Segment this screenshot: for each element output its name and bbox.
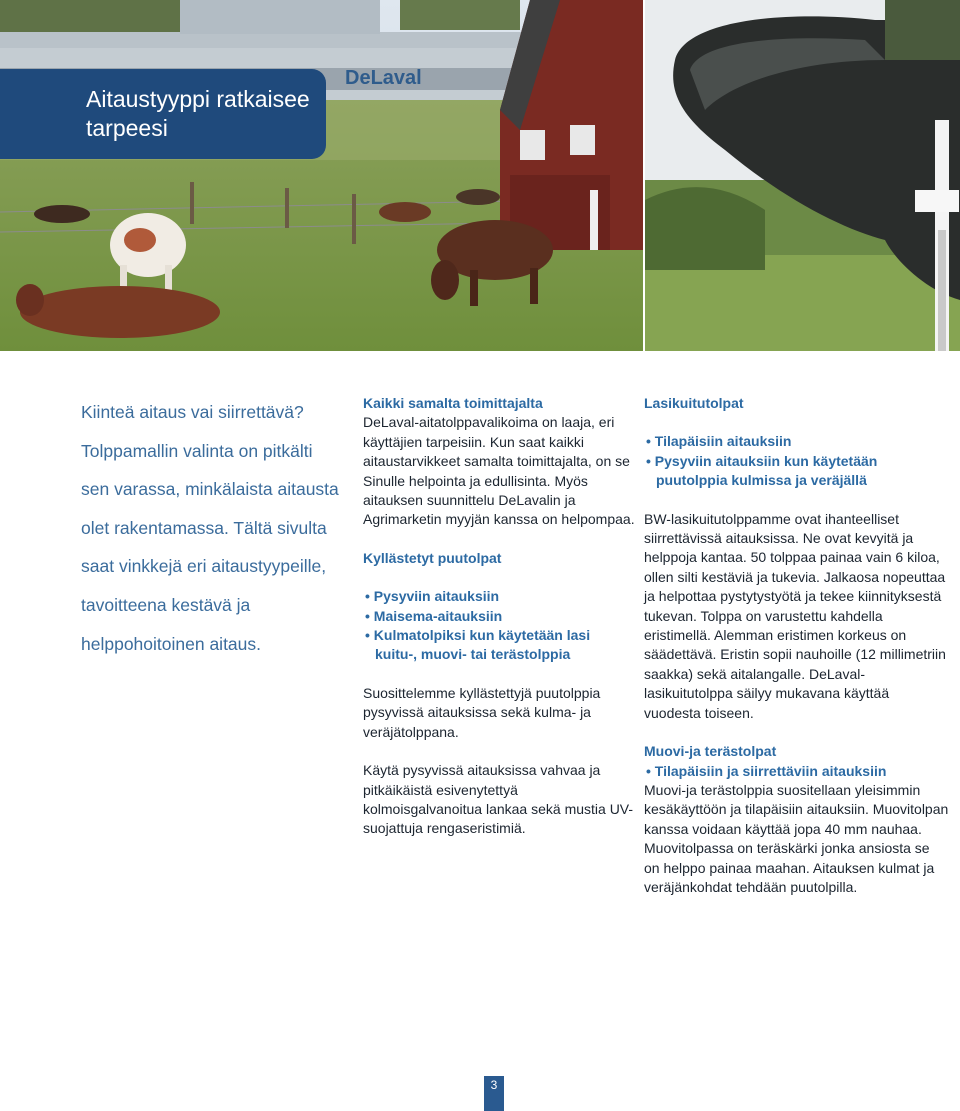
plastic-steel-text: Muovi-ja terästolppia suositellaan yleisimmin kesäkäyttöön ja tilapäisiin aitauksiin. Muovitolpan kanssa voidaan käyttää jopa 40 mm nauhaa. Muovitolpassa on teräskärki jonka ansiosta se on helppo painaa maahan. Aitauksen kulmat ja veräjänkohdat tehdään puutolpilla. — [644, 781, 949, 895]
list-item: • Pysyviin aitauksiin — [363, 587, 635, 606]
plastic-steel-list — [644, 762, 949, 781]
delaval-sign: DeLaval — [345, 67, 422, 89]
wood-posts-recommendation: Suosittelemme kyllästettyjä puutolppia pysyvissä aitauksissa sekä kulma- ja veräjätolppana. — [363, 684, 601, 740]
fiberglass-list — [644, 432, 949, 490]
page-number: 3 — [484, 1076, 504, 1111]
fence-post-boot-photo — [645, 0, 960, 351]
section-heading-plastic-steel: Muovi-ja terästolpat — [644, 743, 777, 760]
list-item: • Tilapäisiin aitauksiin — [644, 432, 949, 451]
section-heading-fiberglass: Lasikuitutolpat — [644, 395, 744, 411]
page-title: Aitaustyyppi ratkaisee tarpeesi — [86, 86, 310, 141]
middle-column — [363, 394, 635, 839]
right-column — [644, 394, 949, 897]
section-heading-wood-posts: Kyllästetyt puutolpat — [363, 549, 502, 566]
wire-recommendation: Käytä pysyvissä aitauksissa vahvaa ja pitkäikäistä esivenytettyä kolmoisgalvanoitua lankaa sekä mustia UV-suojattuja rengaseristimiä. — [363, 762, 634, 837]
wood-posts-list — [363, 587, 635, 665]
fiberglass-text: BW-lasikuitutolppamme ovat ihanteelliset siirrettävissä aitauksissa. Ne ovat kevyitä ja helppoja kantaa. 50 tolppaa painaa vain 6 kiloa, ollen silti kestäviä ja tukevia. Jalkaosa nopeuttaa ja helpottaa pystytystyötä ja tekee kiinnityksestä tukevan. Tolppa on varustettu kahdella eristimellä. Alemman eristimen korkeus on säädettävä. Eristin sopii nauhoille (12 millimetriin saakka) sekä aitalangalle. DeLaval-lasikuitutolppa säilyy mukavana käyttää vuodesta toiseen. — [644, 510, 946, 721]
list-item: • Kulmatolpiksi kun käytetään lasi kuitu-, muovi- tai terästolppia — [363, 626, 635, 665]
farm-cows-photo — [0, 0, 643, 351]
list-item: • Tilapäisiin ja siirrettäviin aitauksiin — [644, 762, 949, 781]
supplier-text: DeLaval-aitatolppavalikoima on laaja, eri käyttäjien tarpeisiin. Kun saat kaikki aitaustarvikkeet samalta toimittajalta, on se Sinulle helpointa ja edullisinta. Myös aitauksen suunnittelu DeLavalin ja Agrimarketin myyjän kanssa on helpompaa. — [363, 414, 635, 528]
list-item: • Pysyviin aitauksiin kun käytetään puutolppia kulmissa ja veräjällä — [644, 452, 949, 491]
title-banner — [0, 69, 326, 159]
intro-text: Kiinteä aitaus vai siirrettävä? Tolppamallin valinta on pitkälti sen varassa, minkälaista aitausta olet rakentamassa. Tältä sivulta saat vinkkejä eri aitaustyypeille, tavoitteena kestävä ja helppohoitoinen aitaus. — [81, 402, 339, 654]
header-photos — [0, 0, 960, 351]
list-item: • Maisema-aitauksiin — [363, 607, 635, 626]
section-heading-supplier: Kaikki samalta toimittajalta — [363, 395, 543, 411]
